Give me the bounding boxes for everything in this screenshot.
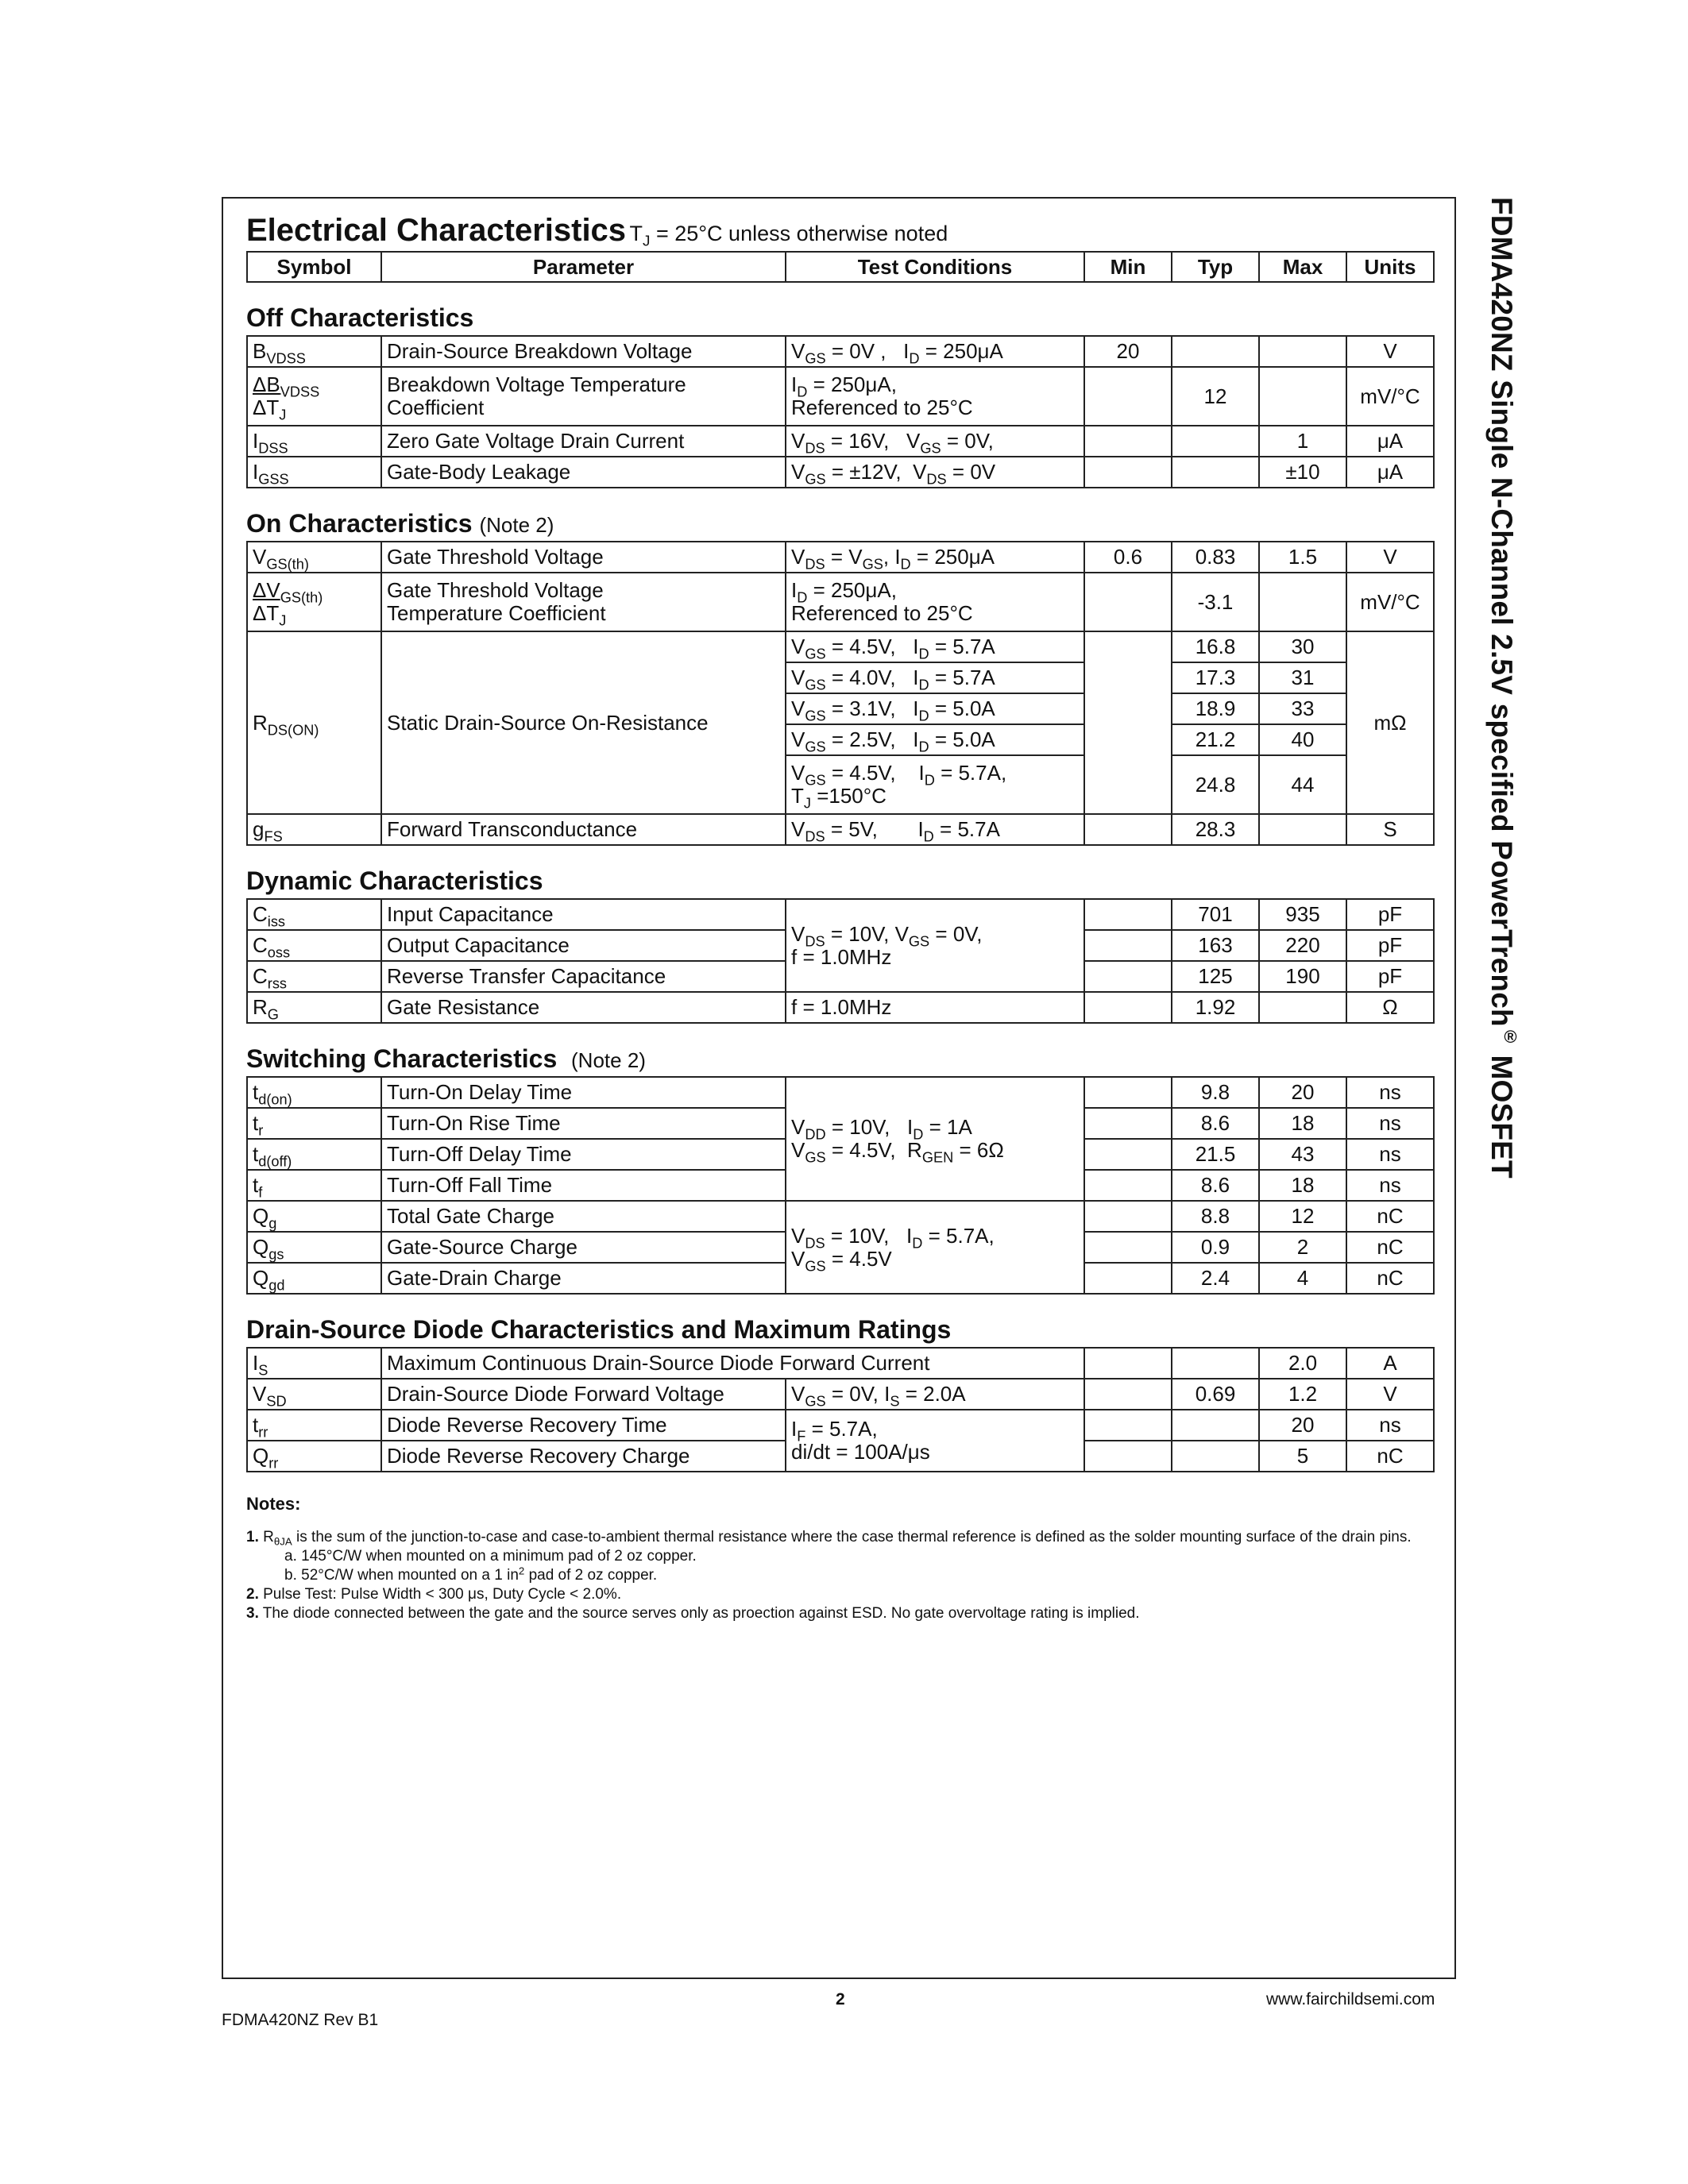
- typ-cell: 0.69: [1172, 1379, 1259, 1410]
- parameter-cell: Gate-Body Leakage: [381, 457, 786, 488]
- typ-cell: 16.8: [1172, 631, 1259, 662]
- units-cell: V: [1346, 336, 1434, 367]
- diode-characteristics-title: Drain-Source Diode Characteristics and Maximum Ratings: [246, 1315, 952, 1344]
- diode-characteristics-table: [246, 1347, 1435, 1472]
- units-cell: ns: [1346, 1077, 1434, 1108]
- typ-cell: 9.8: [1172, 1077, 1259, 1108]
- symbol-cell: $g_{FS}$: [247, 814, 381, 845]
- units-cell: pF: [1346, 930, 1434, 961]
- typ-cell: 0.83: [1172, 542, 1259, 573]
- parameter-cell: Gate Resistance: [381, 992, 786, 1023]
- units-cell: ns: [1346, 1410, 1434, 1441]
- units-cell: pF: [1346, 961, 1434, 992]
- condition-cell: $V_{DS} = V_{GS}$, $I_D = 250\mu A$: [786, 542, 1084, 573]
- parameter-cell: Turn-Off Fall Time: [381, 1170, 786, 1201]
- column-header-row: [247, 252, 1434, 282]
- symbol-cell: $B_{VDSS}$: [247, 336, 381, 367]
- note-1b: b. 52°C/W when mounted on a 1 $in^2$ pad of 2 oz copper.: [284, 1565, 658, 1584]
- parameter-cell: Drain-Source Breakdown Voltage: [381, 336, 786, 367]
- max-cell: 2.0: [1259, 1348, 1346, 1379]
- units-cell: μA: [1346, 457, 1434, 488]
- symbol-cell: $\Delta V_{GS(th)}$ $\Delta T_J$: [247, 573, 381, 631]
- table-row: [247, 1348, 1434, 1379]
- parameter-cell: Diode Reverse Recovery Charge: [381, 1441, 786, 1472]
- min-cell: [1084, 631, 1172, 814]
- dynamic-characteristics-table: [246, 898, 1435, 1024]
- symbol-cell: $C_{rss}$: [247, 961, 381, 992]
- col-units: Units: [1346, 252, 1434, 282]
- units-cell: V: [1346, 542, 1434, 573]
- units-cell: ns: [1346, 1139, 1434, 1170]
- parameter-cell: Turn-Off Delay Time: [381, 1139, 786, 1170]
- parameter-cell: Reverse Transfer Capacitance: [381, 961, 786, 992]
- units-cell: nC: [1346, 1232, 1434, 1263]
- symbol-cell: $t_f$: [247, 1170, 381, 1201]
- table-row: [247, 367, 1434, 426]
- symbol-cell: $t_{rr}$: [247, 1410, 381, 1441]
- units-cell: S: [1346, 814, 1434, 845]
- max-cell: 935: [1259, 899, 1346, 930]
- min-cell: [1084, 961, 1172, 992]
- max-cell: 40: [1259, 724, 1346, 755]
- typ-cell: 8.6: [1172, 1108, 1259, 1139]
- symbol-cell: $C_{iss}$: [247, 899, 381, 930]
- parameter-cell: Turn-On Delay Time: [381, 1077, 786, 1108]
- parameter-cell: Breakdown Voltage Temperature Coefficient: [381, 367, 786, 426]
- units-cell: Ω: [1346, 992, 1434, 1023]
- symbol-cell: $I_S$: [247, 1348, 381, 1379]
- symbol-cell: $Q_{rr}$: [247, 1441, 381, 1472]
- electrical-characteristics-heading: Electrical Characteristics $T_J = 25^\circ C$ unless otherwise noted: [246, 213, 948, 250]
- min-cell: 20: [1084, 336, 1172, 367]
- off-characteristics-title: Off Characteristics: [246, 303, 474, 332]
- min-cell: 0.6: [1084, 542, 1172, 573]
- parameter-cell: Turn-On Rise Time: [381, 1108, 786, 1139]
- off-characteristics-table: [246, 335, 1435, 488]
- symbol-cell: $t_r$: [247, 1108, 381, 1139]
- max-cell: 1: [1259, 426, 1346, 457]
- min-cell: [1084, 1441, 1172, 1472]
- condition-cell: $V_{GS} = 3.1V$, $I_D = 5.0A$: [786, 693, 1084, 724]
- typ-cell: 21.2: [1172, 724, 1259, 755]
- max-cell: [1259, 367, 1346, 426]
- units-cell: V: [1346, 1379, 1434, 1410]
- typ-cell: 701: [1172, 899, 1259, 930]
- parameter-cell: Gate Threshold Voltage Temperature Coefficient: [381, 573, 786, 631]
- parameter-cell: Input Capacitance: [381, 899, 786, 930]
- min-cell: [1084, 367, 1172, 426]
- page-number: 2: [836, 1990, 845, 2008]
- table-row: [247, 1077, 1434, 1108]
- revision-label: FDMA420NZ Rev B1: [222, 2011, 379, 2029]
- min-cell: [1084, 1139, 1172, 1170]
- parameter-cell: Drain-Source Diode Forward Voltage: [381, 1379, 786, 1410]
- table-row: [247, 814, 1434, 845]
- on-characteristics-title: On Characteristics (Note 2): [246, 509, 554, 538]
- column-header-table: [246, 251, 1435, 283]
- typ-cell: 8.6: [1172, 1170, 1259, 1201]
- condition-cell: $V_{DS} = 5V$, $I_D = 5.7A$: [786, 814, 1084, 845]
- symbol-cell: $V_{SD}$: [247, 1379, 381, 1410]
- parameter-cell: Forward Transconductance: [381, 814, 786, 845]
- condition-cell: $V_{GS} = 4.5V$, $I_D = 5.7A$, $T_J =150^\circ C$: [786, 755, 1084, 814]
- units-cell: mV/°C: [1346, 367, 1434, 426]
- condition-cell: $V_{DS} = 10V$, $V_{GS} = 0V$, f = 1.0MHz: [786, 899, 1084, 992]
- typ-cell: 28.3: [1172, 814, 1259, 845]
- symbol-cell: $Q_g$: [247, 1201, 381, 1232]
- col-typ: Typ: [1172, 252, 1259, 282]
- min-cell: [1084, 1077, 1172, 1108]
- parameter-cell: Gate-Drain Charge: [381, 1263, 786, 1294]
- symbol-cell: $t_{d(on)}$: [247, 1077, 381, 1108]
- min-cell: [1084, 899, 1172, 930]
- parameter-cell: Diode Reverse Recovery Time: [381, 1410, 786, 1441]
- typ-cell: 12: [1172, 367, 1259, 426]
- typ-cell: 17.3: [1172, 662, 1259, 693]
- parameter-cell: Maximum Continuous Drain-Source Diode Forward Current: [381, 1348, 1084, 1379]
- symbol-cell: $Q_{gd}$: [247, 1263, 381, 1294]
- max-cell: 33: [1259, 693, 1346, 724]
- max-cell: 20: [1259, 1077, 1346, 1108]
- table-row: [247, 631, 1434, 662]
- table-row: [247, 1410, 1434, 1441]
- min-cell: [1084, 573, 1172, 631]
- parameter-cell: Output Capacitance: [381, 930, 786, 961]
- condition-cell: $V_{DD} = 10V$, $I_D = 1A$ $V_{GS} = 4.5V$, $R_{GEN} = 6\Omega$: [786, 1077, 1084, 1201]
- max-cell: 30: [1259, 631, 1346, 662]
- max-cell: 1.5: [1259, 542, 1346, 573]
- min-cell: [1084, 1170, 1172, 1201]
- max-cell: 18: [1259, 1170, 1346, 1201]
- min-cell: [1084, 1108, 1172, 1139]
- units-cell: mΩ: [1346, 631, 1434, 814]
- table-row: [247, 542, 1434, 573]
- units-cell: nC: [1346, 1441, 1434, 1472]
- typ-cell: 21.5: [1172, 1139, 1259, 1170]
- units-cell: ns: [1346, 1170, 1434, 1201]
- units-cell: μA: [1346, 426, 1434, 457]
- condition-cell: $V_{GS} = 4.0V$, $I_D = 5.7A$: [786, 662, 1084, 693]
- symbol-cell: $\Delta B_{VDSS}$ $\Delta T_J$: [247, 367, 381, 426]
- typ-cell: [1172, 1348, 1259, 1379]
- col-min: Min: [1084, 252, 1172, 282]
- max-cell: ±10: [1259, 457, 1346, 488]
- parameter-cell: Static Drain-Source On-Resistance: [381, 631, 786, 814]
- dynamic-characteristics-title: Dynamic Characteristics: [246, 866, 543, 895]
- min-cell: [1084, 814, 1172, 845]
- max-cell: 20: [1259, 1410, 1346, 1441]
- typ-cell: [1172, 336, 1259, 367]
- parameter-cell: Zero Gate Voltage Drain Current: [381, 426, 786, 457]
- units-cell: mV/°C: [1346, 573, 1434, 631]
- website-link[interactable]: www.fairchildsemi.com: [1266, 1990, 1435, 2008]
- typ-cell: 125: [1172, 961, 1259, 992]
- min-cell: [1084, 1201, 1172, 1232]
- min-cell: [1084, 457, 1172, 488]
- max-cell: 5: [1259, 1441, 1346, 1472]
- typ-cell: 24.8: [1172, 755, 1259, 814]
- symbol-cell: $I_{DSS}$: [247, 426, 381, 457]
- max-cell: 190: [1259, 961, 1346, 992]
- units-cell: A: [1346, 1348, 1434, 1379]
- symbol-cell: $I_{GSS}$: [247, 457, 381, 488]
- typ-cell: [1172, 457, 1259, 488]
- symbol-cell: $R_{DS(ON)}$: [247, 631, 381, 814]
- side-title: FDMA420NZ Single N-Channel 2.5V specified PowerTrench® MOSFET: [1485, 197, 1520, 1179]
- table-row: [247, 1201, 1434, 1232]
- note-1: 1. $R_{\theta JA}$ is the sum of the junction-to-case and case-to-ambient thermal resistance where the case thermal reference is defined as the solder mounting surface of the drain pins.: [246, 1529, 1412, 1548]
- max-cell: 220: [1259, 930, 1346, 961]
- note-2: 2. Pulse Test: Pulse Width < 300 μs, Duty Cycle < 2.0%.: [246, 1586, 622, 1603]
- typ-cell: 1.92: [1172, 992, 1259, 1023]
- symbol-cell: $V_{GS(th)}$: [247, 542, 381, 573]
- table-row: [247, 992, 1434, 1023]
- units-cell: ns: [1346, 1108, 1434, 1139]
- min-cell: [1084, 992, 1172, 1023]
- max-cell: 2: [1259, 1232, 1346, 1263]
- condition-cell: $I_F = 5.7A$, di/dt = 100A/μs: [786, 1410, 1084, 1472]
- on-characteristics-table: [246, 541, 1435, 846]
- max-cell: 43: [1259, 1139, 1346, 1170]
- units-cell: nC: [1346, 1201, 1434, 1232]
- condition-cell: $I_D = 250\mu A$, Referenced to 25°C: [786, 367, 1084, 426]
- condition-cell: $V_{GS} = 2.5V$, $I_D = 5.0A$: [786, 724, 1084, 755]
- switching-characteristics-table: [246, 1076, 1435, 1295]
- notes-section: [246, 1495, 1433, 1623]
- col-parameter: Parameter: [381, 252, 786, 282]
- symbol-cell: $R_G$: [247, 992, 381, 1023]
- max-cell: 31: [1259, 662, 1346, 693]
- typ-cell: 8.8: [1172, 1201, 1259, 1232]
- units-cell: pF: [1346, 899, 1434, 930]
- note-1a: a. 145°C/W when mounted on a minimum pad of 2 oz copper.: [284, 1548, 697, 1565]
- notes-title: Notes:: [246, 1494, 301, 1514]
- typ-cell: 163: [1172, 930, 1259, 961]
- max-cell: 4: [1259, 1263, 1346, 1294]
- max-cell: 1.2: [1259, 1379, 1346, 1410]
- typ-cell: [1172, 1441, 1259, 1472]
- note-3: 3. The diode connected between the gate and the source serves only as proection against ESD. No gate overvoltage rating is implied.: [246, 1605, 1140, 1622]
- min-cell: [1084, 1348, 1172, 1379]
- typ-cell: -3.1: [1172, 573, 1259, 631]
- max-cell: [1259, 336, 1346, 367]
- typ-cell: 0.9: [1172, 1232, 1259, 1263]
- condition-cell: $V_{DS} = 16V$, $V_{GS} = 0V$,: [786, 426, 1084, 457]
- parameter-cell: Total Gate Charge: [381, 1201, 786, 1232]
- min-cell: [1084, 1232, 1172, 1263]
- min-cell: [1084, 426, 1172, 457]
- symbol-cell: $t_{d(off)}$: [247, 1139, 381, 1170]
- table-row: [247, 426, 1434, 457]
- symbol-cell: $Q_{gs}$: [247, 1232, 381, 1263]
- max-cell: 44: [1259, 755, 1346, 814]
- symbol-cell: $C_{oss}$: [247, 930, 381, 961]
- min-cell: [1084, 1379, 1172, 1410]
- condition-cell: $V_{GS} = \pm 12V$, $V_{DS} = 0V$: [786, 457, 1084, 488]
- col-test-conditions: Test Conditions: [786, 252, 1084, 282]
- max-cell: 12: [1259, 1201, 1346, 1232]
- typ-cell: 2.4: [1172, 1263, 1259, 1294]
- main-content: [246, 213, 1433, 1623]
- col-max: Max: [1259, 252, 1346, 282]
- switching-characteristics-title: Switching Characteristics (Note 2): [246, 1044, 646, 1073]
- max-cell: [1259, 573, 1346, 631]
- typ-cell: [1172, 1410, 1259, 1441]
- parameter-cell: Gate-Source Charge: [381, 1232, 786, 1263]
- typ-cell: [1172, 426, 1259, 457]
- max-cell: [1259, 814, 1346, 845]
- units-cell: nC: [1346, 1263, 1434, 1294]
- min-cell: [1084, 930, 1172, 961]
- max-cell: 18: [1259, 1108, 1346, 1139]
- table-row: [247, 573, 1434, 631]
- condition-cell: $I_D = 250\mu A$, Referenced to 25°C: [786, 573, 1084, 631]
- max-cell: [1259, 992, 1346, 1023]
- min-cell: [1084, 1263, 1172, 1294]
- condition-cell: $V_{GS} = 0V$, $I_S = 2.0A$: [786, 1379, 1084, 1410]
- table-row: [247, 336, 1434, 367]
- condition-cell: $V_{GS} = 0V$ , $I_D = 250\mu A$: [786, 336, 1084, 367]
- table-row: [247, 899, 1434, 930]
- min-cell: [1084, 1410, 1172, 1441]
- parameter-cell: Gate Threshold Voltage: [381, 542, 786, 573]
- condition-cell: $V_{GS} = 4.5V$, $I_D = 5.7A$: [786, 631, 1084, 662]
- table-row: [247, 457, 1434, 488]
- table-row: [247, 1379, 1434, 1410]
- col-symbol: Symbol: [247, 252, 381, 282]
- condition-cell: $V_{DS} = 10V$, $I_D = 5.7A$, $V_{GS} = 4.5V$: [786, 1201, 1084, 1294]
- condition-cell: f = 1.0MHz: [786, 992, 1084, 1023]
- typ-cell: 18.9: [1172, 693, 1259, 724]
